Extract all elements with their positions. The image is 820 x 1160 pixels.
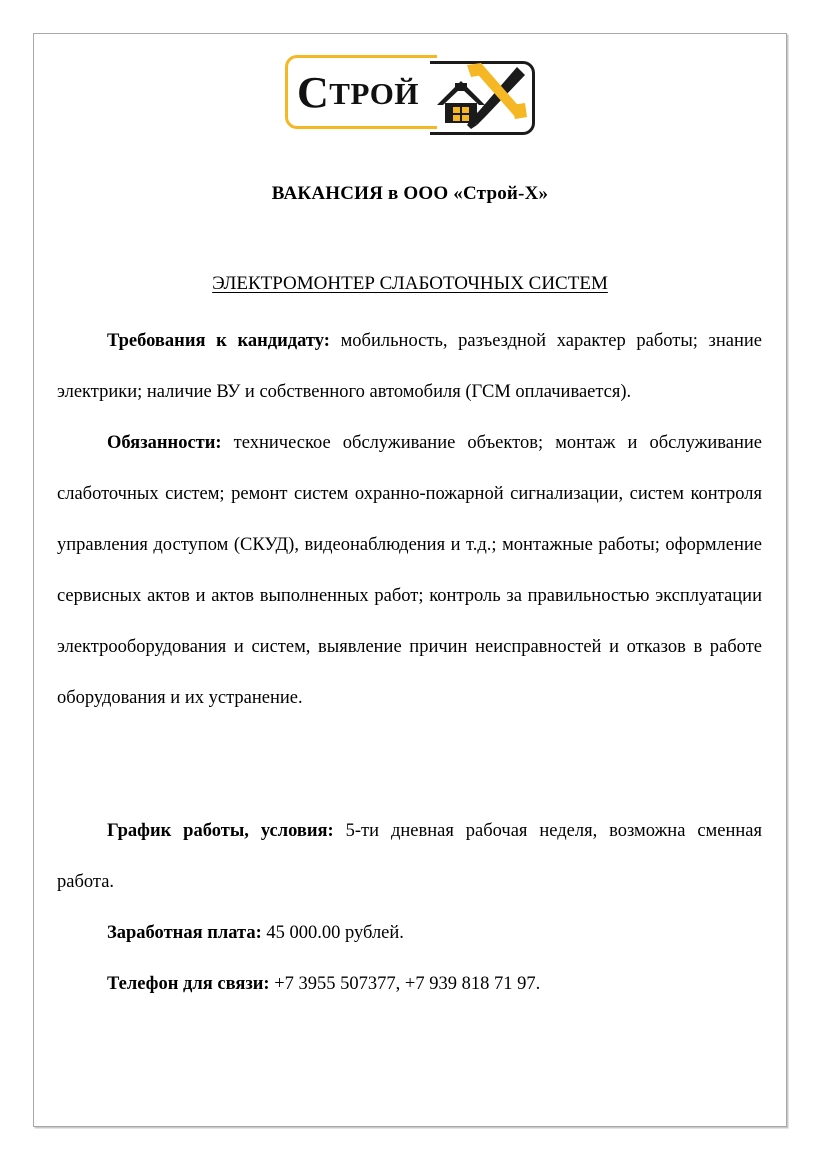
schedule-text: 5-ти дневная рабочая неделя, возможна сменная работа. [57,821,762,892]
page-content [34,34,786,1126]
phone-paragraph [57,959,762,1010]
schedule-paragraph [57,806,762,908]
requirements-paragraph [57,295,762,418]
phone-label: Телефон для связи: [107,974,270,994]
duties-label: Обязанности: [107,433,222,453]
job-position-title [34,205,786,295]
duties-text: техническое обслуживание объектов; монтаж и обслуживание слаботочных систем; ремонт систем охранно-пожарной сигнализации, систем контроля управления доступом (СКУД), видеонаблюдения и т.д.; монтажные работы; оформление сервисных актов и актов выполненных работ; контроль за правильностью эксплуатации электрооборудования и систем, выявление причин неисправностей и отказов в работе оборудования и их устранение. [57,433,762,708]
salary-text: 45 000.00 рублей. [261,923,404,943]
logo-wordmark-capital: С [297,68,330,117]
salary-label: Заработная плата: [107,923,262,943]
section-spacer [57,724,762,806]
phone-text: +7 3955 507377, +7 939 818 71 97. [269,974,541,994]
document-body [34,295,786,1010]
logo-container [34,34,786,137]
salary-paragraph [57,908,762,959]
page-title: ВАКАНСИЯ в ООО «Строй-Х» [271,183,549,204]
schedule-label: График работы, условия: [107,821,334,841]
job-position-title-text: ЭЛЕКТРОМОНТЕР СЛАБОТОЧНЫХ СИСТЕМ [212,273,608,294]
page-frame [33,33,787,1127]
requirements-label: Требования к кандидату: [107,331,330,351]
logo-wordmark-rest: ТРОЙ [329,75,419,111]
house-hammer-wrench-icon [433,61,529,133]
logo-wordmark [297,63,419,123]
duties-paragraph [57,418,762,724]
requirements-text: мобильность, разъездной характер работы; знание электрики; наличие ВУ и собственного автомобиля (ГСМ оплачивается). [57,331,762,402]
company-logo [285,55,535,137]
